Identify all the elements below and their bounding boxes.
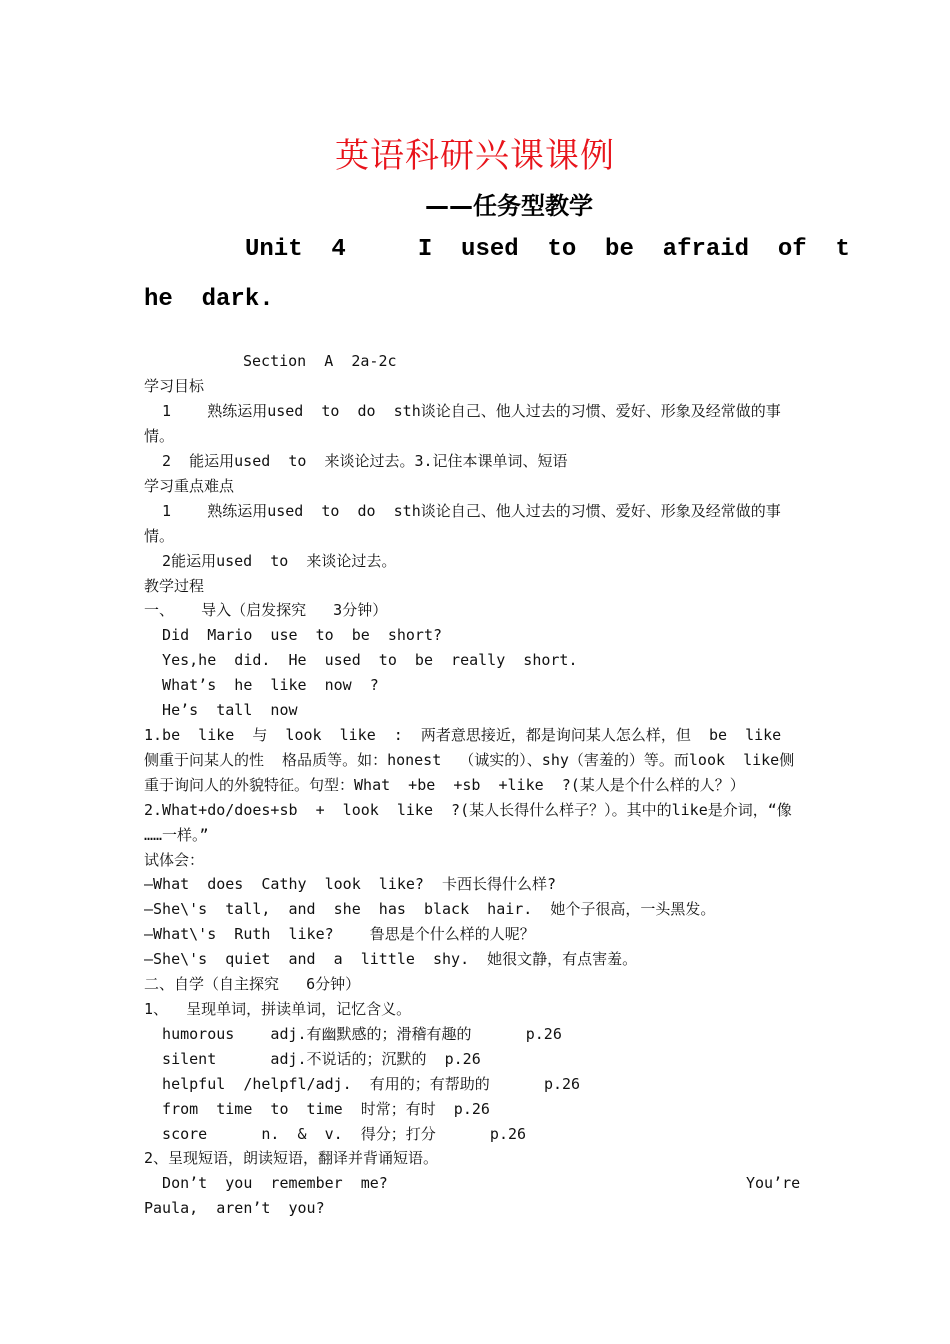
vocab-line: score n. & v. 得分；打分 p.26 xyxy=(144,1125,527,1143)
text-line: 2能运用used to 来谈论过去。 xyxy=(144,552,397,570)
text-line: 2 能运用used to 来谈论过去。3.记住本课单词、短语 xyxy=(144,452,568,470)
text-line: 教学过程 xyxy=(144,577,205,595)
text-line: 学习目标 xyxy=(144,377,205,395)
section-line: Section A 2a-2c xyxy=(243,352,397,370)
text-line: 二、自学（自主探究 6分钟） xyxy=(144,975,361,993)
vocab-line: from time to time 时常；有时 p.26 xyxy=(144,1100,490,1118)
text-line: 2、呈现短语，朗读短语，翻译并背诵短语。 xyxy=(144,1149,439,1167)
text-line: 学习重点难点 xyxy=(144,477,235,495)
unit-heading-line-2: he dark. xyxy=(144,286,274,313)
text-line-right-fragment: You’re xyxy=(746,1174,801,1192)
text-line: —What\'s Ruth like? 鲁思是个什么样的人呢？ xyxy=(144,925,535,943)
text-line: ……一样。” xyxy=(144,826,209,844)
text-line: 一、 导入（启发探究 3分钟） xyxy=(144,601,388,619)
text-line: He’s tall now xyxy=(144,701,298,719)
text-line: —She\'s quiet and a little shy. 她很文静，有点害羞。 xyxy=(144,950,638,968)
text-line: 情。 xyxy=(144,527,175,545)
text-line: 重于询问人的外貌特征。句型：What +be +sb +like ?(某人是个什么样的人？） xyxy=(144,776,745,794)
vocab-line: humorous adj.有幽默感的；滑稽有趣的 p.26 xyxy=(144,1025,562,1043)
text-line: Paula, aren’t you? xyxy=(144,1199,325,1217)
vocab-line: helpful /helpfl/adj. 有用的；有帮助的 p.26 xyxy=(144,1075,581,1093)
text-line: —What does Cathy look like? 卡西长得什么样? xyxy=(144,875,557,893)
text-line: Don’t you remember me? xyxy=(144,1174,388,1192)
unit-heading-line-1: Unit 4 I used to be afraid of t xyxy=(245,236,850,263)
vocab-line: silent adj.不说话的；沉默的 p.26 xyxy=(144,1050,481,1068)
text-line: What’s he like now ? xyxy=(144,676,379,694)
document-title: 英语科研兴课课例 xyxy=(335,136,615,176)
document-subtitle: ——任务型教学 xyxy=(425,192,593,220)
text-line: Yes,he did. He used to be really short. xyxy=(144,651,578,669)
text-line: 1 熟练运用used to do sth谈论自己、他人过去的习惯、爱好、形象及经常做的事 xyxy=(144,502,781,520)
text-line: 1、 呈现单词，拼读单词，记忆含义。 xyxy=(144,1000,412,1018)
text-line: 1 熟练运用used to do sth谈论自己、他人过去的习惯、爱好、形象及经常做的事 xyxy=(144,402,781,420)
text-line: —She\'s tall, and she has black hair. 她个子很高，一头黑发。 xyxy=(144,900,716,918)
text-line: 1.be like 与 look like : 两者意思接近，都是询问某人怎么样，但 be like xyxy=(144,726,782,744)
text-line: Did Mario use to be short? xyxy=(144,626,443,644)
text-line: 侧重于问某人的性 格品质等。如：honest （诚实的）、shy（害羞的）等。而look like侧 xyxy=(144,751,795,769)
text-line: 试体会： xyxy=(144,851,205,869)
text-line: 情。 xyxy=(144,427,175,445)
text-line: 2.What+do/does+sb + look like ?(某人长得什么样子？）。其中的like是介词，“像 xyxy=(144,801,792,819)
